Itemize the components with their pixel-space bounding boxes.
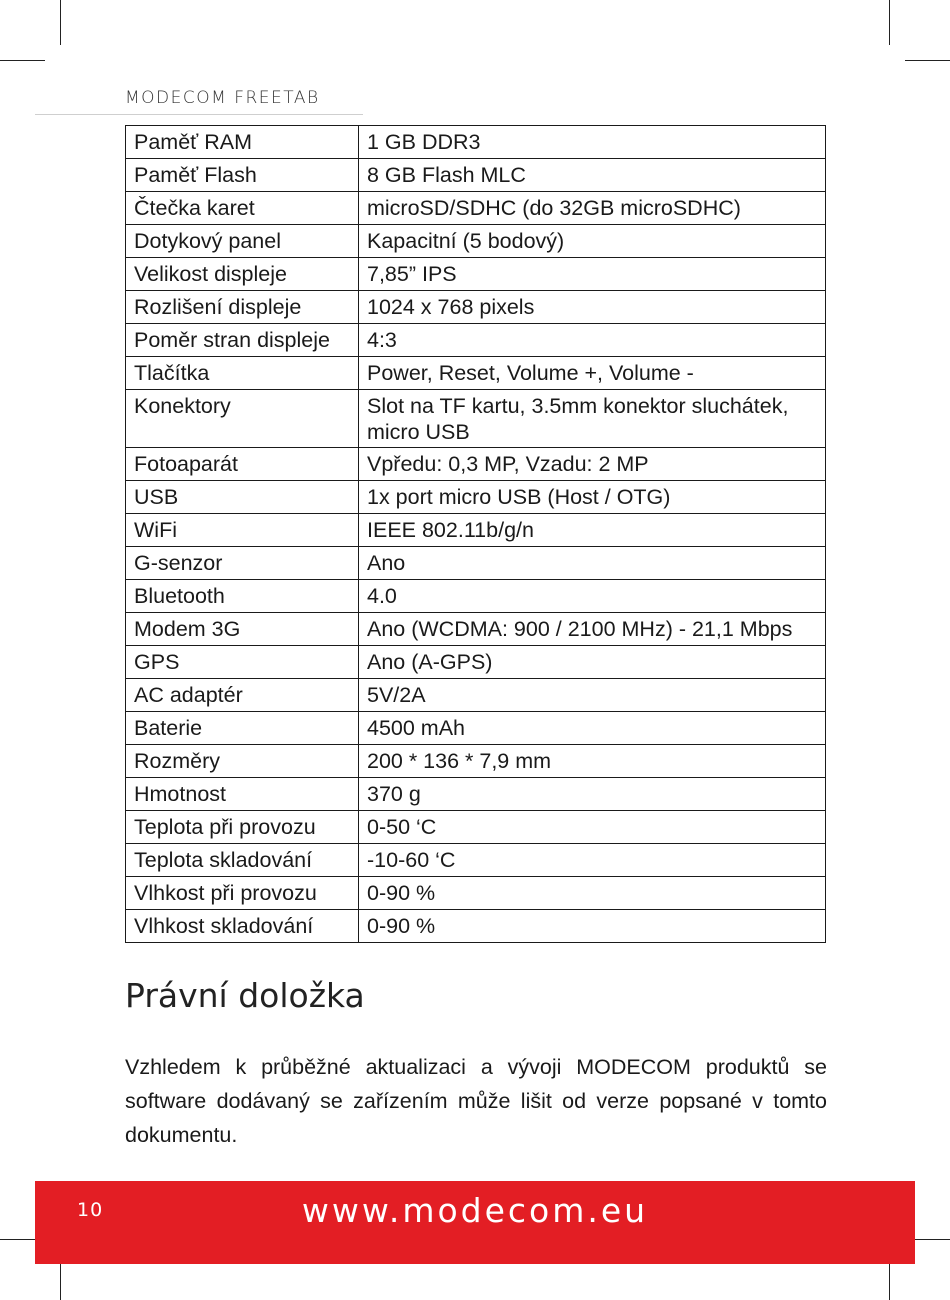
table-row [126, 159, 826, 192]
table-row [126, 613, 826, 646]
spec-label: Rozměry [126, 745, 359, 778]
table-row [126, 679, 826, 712]
spec-value: -10-60 ‘C [359, 844, 826, 877]
website-link[interactable]: www.modecom.eu [301, 1191, 649, 1230]
spec-label: Dotykový panel [126, 225, 359, 258]
table-row [126, 877, 826, 910]
spec-label: Bluetooth [126, 580, 359, 613]
spec-label: G-senzor [126, 547, 359, 580]
spec-label: Čtečka karet [126, 192, 359, 225]
spec-value: Slot na TF kartu, 3.5mm konektor sluchátek, micro USB [359, 390, 826, 448]
spec-label: Teplota skladování [126, 844, 359, 877]
table-row [126, 910, 826, 943]
spec-label: Hmotnost [126, 778, 359, 811]
spec-label: Tlačítka [126, 357, 359, 390]
spec-value: 8 GB Flash MLC [359, 159, 826, 192]
crop-mark [60, 0, 61, 45]
spec-label: Velikost displeje [126, 258, 359, 291]
table-row [126, 192, 826, 225]
footer-bar [35, 1181, 915, 1264]
spec-value: Kapacitní (5 bodový) [359, 225, 826, 258]
spec-table-body [126, 126, 826, 943]
spec-value: 4.0 [359, 580, 826, 613]
legal-paragraph: Vzhledem k průběžné aktualizaci a vývoji MODECOM produktů se software dodávaný se zařízením může lišit od verze popsané v tomto dokumentu. [125, 1055, 827, 1147]
spec-value: 5V/2A [359, 679, 826, 712]
spec-label: Rozlišení displeje [126, 291, 359, 324]
table-row [126, 390, 826, 448]
spec-label: WiFi [126, 514, 359, 547]
spec-label: Paměť RAM [126, 126, 359, 159]
spec-label: AC adaptér [126, 679, 359, 712]
spec-label: USB [126, 481, 359, 514]
spec-value: 4:3 [359, 324, 826, 357]
spec-label: Vlhkost při provozu [126, 877, 359, 910]
spec-value: 1024 x 768 pixels [359, 291, 826, 324]
crop-mark [905, 60, 950, 61]
spec-label: Modem 3G [126, 613, 359, 646]
spec-label: Vlhkost skladování [126, 910, 359, 943]
spec-value: Ano (A-GPS) [359, 646, 826, 679]
table-row [126, 481, 826, 514]
spec-value: Ano [359, 547, 826, 580]
table-row [126, 514, 826, 547]
table-row [126, 291, 826, 324]
spec-value: microSD/SDHC (do 32GB microSDHC) [359, 192, 826, 225]
crop-mark [889, 0, 890, 45]
spec-label: Baterie [126, 712, 359, 745]
table-row [126, 126, 826, 159]
spec-value: 200 * 136 * 7,9 mm [359, 745, 826, 778]
table-row [126, 745, 826, 778]
spec-value: 0-90 % [359, 877, 826, 910]
table-row [126, 811, 826, 844]
spec-value: 370 g [359, 778, 826, 811]
table-row [126, 712, 826, 745]
table-row [126, 258, 826, 291]
spec-value: IEEE 802.11b/g/n [359, 514, 826, 547]
table-row [126, 778, 826, 811]
crop-mark [0, 60, 45, 61]
spec-value: Ano (WCDMA: 900 / 2100 MHz) - 21,1 Mbps [359, 613, 826, 646]
table-row [126, 324, 826, 357]
section-title: Právní doložka [125, 976, 365, 1015]
spec-label: Fotoaparát [126, 448, 359, 481]
table-row [126, 580, 826, 613]
table-row [126, 547, 826, 580]
spec-value: 0-90 % [359, 910, 826, 943]
table-row [126, 448, 826, 481]
spec-label: Poměr stran displeje [126, 324, 359, 357]
spec-value: 1x port micro USB (Host / OTG) [359, 481, 826, 514]
spec-label: GPS [126, 646, 359, 679]
spec-value: 4500 mAh [359, 712, 826, 745]
table-row [126, 225, 826, 258]
spec-label: Teplota při provozu [126, 811, 359, 844]
spec-label: Konektory [126, 390, 359, 448]
spec-table [125, 125, 826, 943]
table-row [126, 357, 826, 390]
spec-value: Vpředu: 0,3 MP, Vzadu: 2 MP [359, 448, 826, 481]
table-row [126, 646, 826, 679]
running-header: MODECOM FREETAB [125, 88, 320, 108]
header-divider [35, 114, 363, 115]
spec-value: 1 GB DDR3 [359, 126, 826, 159]
page-number: 10 [77, 1199, 104, 1221]
spec-label: Paměť Flash [126, 159, 359, 192]
table-row [126, 844, 826, 877]
spec-value: 0-50 ‘C [359, 811, 826, 844]
spec-value: 7,85” IPS [359, 258, 826, 291]
spec-value: Power, Reset, Volume +, Volume - [359, 357, 826, 390]
